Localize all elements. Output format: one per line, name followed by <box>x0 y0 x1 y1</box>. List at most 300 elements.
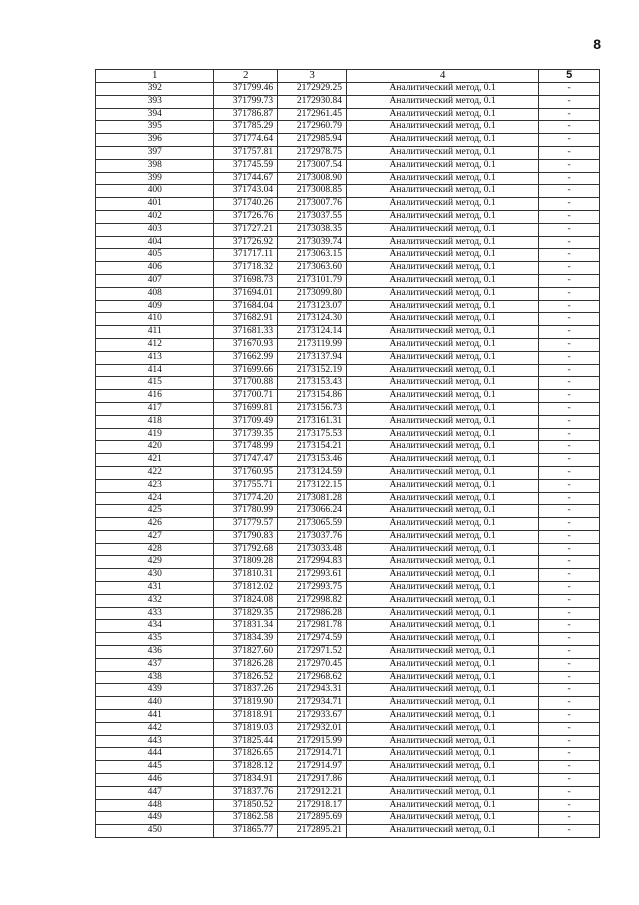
cell-x: 371662.99 <box>214 351 278 364</box>
table-row <box>96 262 600 275</box>
cell-description: - <box>539 108 600 121</box>
cell-method: Аналитический метод, 0.1 <box>346 274 538 287</box>
table-row <box>96 786 600 799</box>
cell-x: 371755.71 <box>214 479 278 492</box>
cell-y: 2173038.35 <box>278 223 347 236</box>
cell-point-number: 439 <box>96 684 214 697</box>
cell-point-number: 401 <box>96 198 214 211</box>
cell-x: 371829.35 <box>214 607 278 620</box>
cell-x: 371747.47 <box>214 454 278 467</box>
table-row <box>96 313 600 326</box>
cell-x: 371774.20 <box>214 492 278 505</box>
cell-x: 371819.03 <box>214 722 278 735</box>
table-row <box>96 83 600 96</box>
cell-x: 371809.28 <box>214 556 278 569</box>
table-row <box>96 428 600 441</box>
cell-y: 2172932.01 <box>278 722 347 735</box>
cell-point-number: 429 <box>96 556 214 569</box>
cell-method: Аналитический метод, 0.1 <box>346 236 538 249</box>
cell-method: Аналитический метод, 0.1 <box>346 518 538 531</box>
cell-point-number: 437 <box>96 658 214 671</box>
cell-y: 2173152.19 <box>278 364 347 377</box>
cell-x: 371834.39 <box>214 633 278 646</box>
cell-description: - <box>539 812 600 825</box>
table-row <box>96 774 600 787</box>
cell-y: 2173124.59 <box>278 466 347 479</box>
cell-point-number: 397 <box>96 146 214 159</box>
cell-description: - <box>539 620 600 633</box>
page-number: 8 <box>593 36 601 52</box>
cell-y: 2173153.46 <box>278 454 347 467</box>
table-row <box>96 390 600 403</box>
cell-y: 2172974.59 <box>278 633 347 646</box>
cell-method: Аналитический метод, 0.1 <box>346 146 538 159</box>
cell-x: 371862.58 <box>214 812 278 825</box>
cell-x: 371850.52 <box>214 799 278 812</box>
cell-x: 371740.26 <box>214 198 278 211</box>
cell-method: Аналитический метод, 0.1 <box>346 658 538 671</box>
cell-y: 2173063.60 <box>278 262 347 275</box>
cell-x: 371827.60 <box>214 646 278 659</box>
cell-y: 2173154.21 <box>278 441 347 454</box>
cell-method: Аналитический метод, 0.1 <box>346 479 538 492</box>
cell-y: 2173081.28 <box>278 492 347 505</box>
cell-x: 371818.91 <box>214 710 278 723</box>
cell-point-number: 436 <box>96 646 214 659</box>
cell-method: Аналитический метод, 0.1 <box>346 121 538 134</box>
cell-point-number: 433 <box>96 607 214 620</box>
cell-x: 371826.28 <box>214 658 278 671</box>
cell-point-number: 423 <box>96 479 214 492</box>
cell-x: 371709.49 <box>214 415 278 428</box>
cell-x: 371812.02 <box>214 582 278 595</box>
cell-method: Аналитический метод, 0.1 <box>346 326 538 339</box>
table-row <box>96 582 600 595</box>
cell-method: Аналитический метод, 0.1 <box>346 697 538 710</box>
cell-point-number: 413 <box>96 351 214 364</box>
cell-description: - <box>539 249 600 262</box>
cell-y: 2172933.67 <box>278 710 347 723</box>
cell-x: 371681.33 <box>214 326 278 339</box>
cell-point-number: 412 <box>96 338 214 351</box>
cell-description: - <box>539 441 600 454</box>
cell-y: 2172918.17 <box>278 799 347 812</box>
cell-description: - <box>539 326 600 339</box>
cell-point-number: 442 <box>96 722 214 735</box>
cell-point-number: 425 <box>96 505 214 518</box>
cell-description: - <box>539 236 600 249</box>
cell-y: 2173066.24 <box>278 505 347 518</box>
cell-description: - <box>539 543 600 556</box>
cell-description: - <box>539 428 600 441</box>
cell-method: Аналитический метод, 0.1 <box>346 454 538 467</box>
cell-y: 2173065.59 <box>278 518 347 531</box>
cell-x: 371792.68 <box>214 543 278 556</box>
cell-method: Аналитический метод, 0.1 <box>346 108 538 121</box>
cell-description: - <box>539 121 600 134</box>
coordinates-table <box>95 69 600 838</box>
cell-point-number: 434 <box>96 620 214 633</box>
cell-point-number: 402 <box>96 210 214 223</box>
cell-x: 371726.76 <box>214 210 278 223</box>
cell-x: 371819.90 <box>214 697 278 710</box>
cell-description: - <box>539 518 600 531</box>
cell-point-number: 438 <box>96 671 214 684</box>
cell-y: 2172994.83 <box>278 556 347 569</box>
cell-method: Аналитический метод, 0.1 <box>346 262 538 275</box>
cell-y: 2173101.79 <box>278 274 347 287</box>
cell-description: - <box>539 185 600 198</box>
cell-y: 2173137.94 <box>278 351 347 364</box>
cell-x: 371670.93 <box>214 338 278 351</box>
cell-method: Аналитический метод, 0.1 <box>346 607 538 620</box>
cell-description: - <box>539 569 600 582</box>
cell-description: - <box>539 786 600 799</box>
table-row <box>96 338 600 351</box>
cell-point-number: 419 <box>96 428 214 441</box>
table-row <box>96 210 600 223</box>
cell-method: Аналитический метод, 0.1 <box>346 83 538 96</box>
cell-point-number: 450 <box>96 825 214 838</box>
table-row <box>96 108 600 121</box>
cell-point-number: 449 <box>96 812 214 825</box>
cell-method: Аналитический метод, 0.1 <box>346 786 538 799</box>
table-row <box>96 287 600 300</box>
cell-description: - <box>539 83 600 96</box>
cell-description: - <box>539 172 600 185</box>
cell-x: 371718.32 <box>214 262 278 275</box>
cell-description: - <box>539 454 600 467</box>
cell-point-number: 428 <box>96 543 214 556</box>
cell-x: 371743.04 <box>214 185 278 198</box>
cell-y: 2172912.21 <box>278 786 347 799</box>
cell-y: 2172978.75 <box>278 146 347 159</box>
cell-x: 371799.73 <box>214 95 278 108</box>
cell-y: 2172895.69 <box>278 812 347 825</box>
cell-method: Аналитический метод, 0.1 <box>346 722 538 735</box>
cell-method: Аналитический метод, 0.1 <box>346 390 538 403</box>
cell-description: - <box>539 415 600 428</box>
cell-x: 371825.44 <box>214 735 278 748</box>
cell-method: Аналитический метод, 0.1 <box>346 633 538 646</box>
cell-method: Аналитический метод, 0.1 <box>346 748 538 761</box>
cell-description: - <box>539 146 600 159</box>
cell-x: 371837.76 <box>214 786 278 799</box>
cell-y: 2172993.61 <box>278 569 347 582</box>
cell-x: 371785.29 <box>214 121 278 134</box>
table-row <box>96 454 600 467</box>
cell-description: - <box>539 735 600 748</box>
table-row <box>96 735 600 748</box>
cell-point-number: 440 <box>96 697 214 710</box>
table-row <box>96 198 600 211</box>
column-header-description: 5 <box>539 70 600 83</box>
cell-y: 2172960.79 <box>278 121 347 134</box>
cell-x: 371727.21 <box>214 223 278 236</box>
cell-method: Аналитический метод, 0.1 <box>346 313 538 326</box>
cell-point-number: 447 <box>96 786 214 799</box>
cell-x: 371739.35 <box>214 428 278 441</box>
cell-point-number: 394 <box>96 108 214 121</box>
cell-method: Аналитический метод, 0.1 <box>346 338 538 351</box>
cell-method: Аналитический метод, 0.1 <box>346 159 538 172</box>
cell-method: Аналитический метод, 0.1 <box>346 249 538 262</box>
table-row <box>96 415 600 428</box>
table-row <box>96 518 600 531</box>
table-row <box>96 274 600 287</box>
table-row <box>96 441 600 454</box>
cell-description: - <box>539 530 600 543</box>
table-row <box>96 364 600 377</box>
cell-x: 371726.92 <box>214 236 278 249</box>
cell-description: - <box>539 95 600 108</box>
cell-x: 371699.81 <box>214 402 278 415</box>
cell-x: 371786.87 <box>214 108 278 121</box>
cell-x: 371682.91 <box>214 313 278 326</box>
cell-x: 371699.66 <box>214 364 278 377</box>
cell-point-number: 398 <box>96 159 214 172</box>
cell-point-number: 427 <box>96 530 214 543</box>
cell-y: 2172934.71 <box>278 697 347 710</box>
cell-method: Аналитический метод, 0.1 <box>346 364 538 377</box>
table-row <box>96 249 600 262</box>
cell-y: 2173123.07 <box>278 300 347 313</box>
cell-description: - <box>539 198 600 211</box>
cell-point-number: 415 <box>96 377 214 390</box>
cell-description: - <box>539 210 600 223</box>
cell-description: - <box>539 313 600 326</box>
table-row <box>96 326 600 339</box>
cell-method: Аналитический метод, 0.1 <box>346 492 538 505</box>
cell-point-number: 406 <box>96 262 214 275</box>
table-row <box>96 812 600 825</box>
cell-y: 2173161.31 <box>278 415 347 428</box>
cell-point-number: 395 <box>96 121 214 134</box>
cell-x: 371774.64 <box>214 134 278 147</box>
table-row <box>96 95 600 108</box>
cell-description: - <box>539 466 600 479</box>
cell-description: - <box>539 492 600 505</box>
cell-y: 2172917.86 <box>278 774 347 787</box>
cell-description: - <box>539 402 600 415</box>
table-row <box>96 722 600 735</box>
table-row <box>96 530 600 543</box>
cell-y: 2173007.76 <box>278 198 347 211</box>
cell-description: - <box>539 646 600 659</box>
table-row <box>96 748 600 761</box>
cell-description: - <box>539 377 600 390</box>
cell-method: Аналитический метод, 0.1 <box>346 172 538 185</box>
cell-y: 2172915.99 <box>278 735 347 748</box>
table-row <box>96 466 600 479</box>
table-row <box>96 159 600 172</box>
cell-y: 2173033.48 <box>278 543 347 556</box>
table-row <box>96 172 600 185</box>
cell-method: Аналитический метод, 0.1 <box>346 799 538 812</box>
table-row <box>96 710 600 723</box>
cell-description: - <box>539 582 600 595</box>
cell-y: 2173119.99 <box>278 338 347 351</box>
column-header-x: 2 <box>214 70 278 83</box>
cell-point-number: 399 <box>96 172 214 185</box>
table-row <box>96 146 600 159</box>
cell-x: 371698.73 <box>214 274 278 287</box>
cell-point-number: 393 <box>96 95 214 108</box>
cell-y: 2173156.73 <box>278 402 347 415</box>
cell-method: Аналитический метод, 0.1 <box>346 300 538 313</box>
cell-description: - <box>539 684 600 697</box>
cell-x: 371828.12 <box>214 761 278 774</box>
cell-description: - <box>539 748 600 761</box>
cell-method: Аналитический метод, 0.1 <box>346 594 538 607</box>
cell-description: - <box>539 594 600 607</box>
cell-description: - <box>539 351 600 364</box>
cell-method: Аналитический метод, 0.1 <box>346 812 538 825</box>
cell-x: 371684.04 <box>214 300 278 313</box>
cell-method: Аналитический метод, 0.1 <box>346 287 538 300</box>
table-row <box>96 505 600 518</box>
cell-y: 2172895.21 <box>278 825 347 838</box>
cell-x: 371810.31 <box>214 569 278 582</box>
cell-description: - <box>539 825 600 838</box>
table-row <box>96 479 600 492</box>
table-row <box>96 658 600 671</box>
cell-y: 2173039.74 <box>278 236 347 249</box>
cell-method: Аналитический метод, 0.1 <box>346 402 538 415</box>
cell-method: Аналитический метод, 0.1 <box>346 710 538 723</box>
cell-y: 2173122.15 <box>278 479 347 492</box>
table-row <box>96 594 600 607</box>
cell-method: Аналитический метод, 0.1 <box>346 735 538 748</box>
cell-point-number: 424 <box>96 492 214 505</box>
cell-point-number: 430 <box>96 569 214 582</box>
cell-method: Аналитический метод, 0.1 <box>346 543 538 556</box>
cell-y: 2173175.53 <box>278 428 347 441</box>
cell-point-number: 443 <box>96 735 214 748</box>
cell-description: - <box>539 761 600 774</box>
cell-point-number: 441 <box>96 710 214 723</box>
cell-method: Аналитический метод, 0.1 <box>346 441 538 454</box>
cell-y: 2172981.78 <box>278 620 347 633</box>
cell-point-number: 403 <box>96 223 214 236</box>
cell-method: Аналитический метод, 0.1 <box>346 466 538 479</box>
cell-y: 2173154.86 <box>278 390 347 403</box>
cell-point-number: 410 <box>96 313 214 326</box>
table-row <box>96 185 600 198</box>
table-row <box>96 236 600 249</box>
cell-description: - <box>539 223 600 236</box>
table-row <box>96 620 600 633</box>
cell-description: - <box>539 300 600 313</box>
cell-y: 2173008.90 <box>278 172 347 185</box>
table-row <box>96 761 600 774</box>
cell-description: - <box>539 134 600 147</box>
cell-x: 371748.99 <box>214 441 278 454</box>
cell-method: Аналитический метод, 0.1 <box>346 620 538 633</box>
table-row <box>96 607 600 620</box>
table-row <box>96 351 600 364</box>
cell-point-number: 400 <box>96 185 214 198</box>
cell-description: - <box>539 658 600 671</box>
table-body <box>96 83 600 838</box>
cell-y: 2173037.55 <box>278 210 347 223</box>
cell-x: 371826.65 <box>214 748 278 761</box>
table-header-row <box>96 70 600 83</box>
table-row <box>96 300 600 313</box>
cell-description: - <box>539 722 600 735</box>
cell-method: Аналитический метод, 0.1 <box>346 223 538 236</box>
table-row <box>96 697 600 710</box>
cell-point-number: 431 <box>96 582 214 595</box>
cell-point-number: 445 <box>96 761 214 774</box>
cell-description: - <box>539 479 600 492</box>
cell-y: 2172985.94 <box>278 134 347 147</box>
cell-y: 2172971.52 <box>278 646 347 659</box>
cell-point-number: 444 <box>96 748 214 761</box>
table-row <box>96 377 600 390</box>
cell-y: 2173124.14 <box>278 326 347 339</box>
cell-y: 2172930.84 <box>278 95 347 108</box>
column-header-y: 3 <box>278 70 347 83</box>
cell-x: 371790.83 <box>214 530 278 543</box>
table-row <box>96 556 600 569</box>
cell-method: Аналитический метод, 0.1 <box>346 774 538 787</box>
cell-description: - <box>539 710 600 723</box>
cell-x: 371744.67 <box>214 172 278 185</box>
cell-y: 2173063.15 <box>278 249 347 262</box>
cell-y: 2173099.80 <box>278 287 347 300</box>
cell-method: Аналитический метод, 0.1 <box>346 351 538 364</box>
cell-y: 2173008.85 <box>278 185 347 198</box>
table-row <box>96 684 600 697</box>
cell-point-number: 396 <box>96 134 214 147</box>
cell-y: 2173124.30 <box>278 313 347 326</box>
cell-description: - <box>539 774 600 787</box>
cell-method: Аналитический метод, 0.1 <box>346 569 538 582</box>
table-row <box>96 569 600 582</box>
cell-method: Аналитический метод, 0.1 <box>346 761 538 774</box>
cell-y: 2172993.75 <box>278 582 347 595</box>
cell-y: 2172968.62 <box>278 671 347 684</box>
cell-method: Аналитический метод, 0.1 <box>346 210 538 223</box>
cell-method: Аналитический метод, 0.1 <box>346 505 538 518</box>
table-row <box>96 223 600 236</box>
cell-point-number: 411 <box>96 326 214 339</box>
cell-method: Аналитический метод, 0.1 <box>346 198 538 211</box>
cell-x: 371760.95 <box>214 466 278 479</box>
cell-description: - <box>539 607 600 620</box>
cell-y: 2172914.71 <box>278 748 347 761</box>
cell-method: Аналитический метод, 0.1 <box>346 582 538 595</box>
cell-description: - <box>539 364 600 377</box>
cell-point-number: 409 <box>96 300 214 313</box>
table-row <box>96 633 600 646</box>
cell-x: 371779.57 <box>214 518 278 531</box>
cell-point-number: 392 <box>96 83 214 96</box>
cell-x: 371831.34 <box>214 620 278 633</box>
table-row <box>96 671 600 684</box>
cell-method: Аналитический метод, 0.1 <box>346 415 538 428</box>
table-row <box>96 646 600 659</box>
cell-x: 371780.99 <box>214 505 278 518</box>
cell-y: 2172970.45 <box>278 658 347 671</box>
cell-y: 2172998.82 <box>278 594 347 607</box>
cell-method: Аналитический метод, 0.1 <box>346 377 538 390</box>
cell-description: - <box>539 338 600 351</box>
cell-method: Аналитический метод, 0.1 <box>346 134 538 147</box>
table-row <box>96 402 600 415</box>
cell-description: - <box>539 556 600 569</box>
